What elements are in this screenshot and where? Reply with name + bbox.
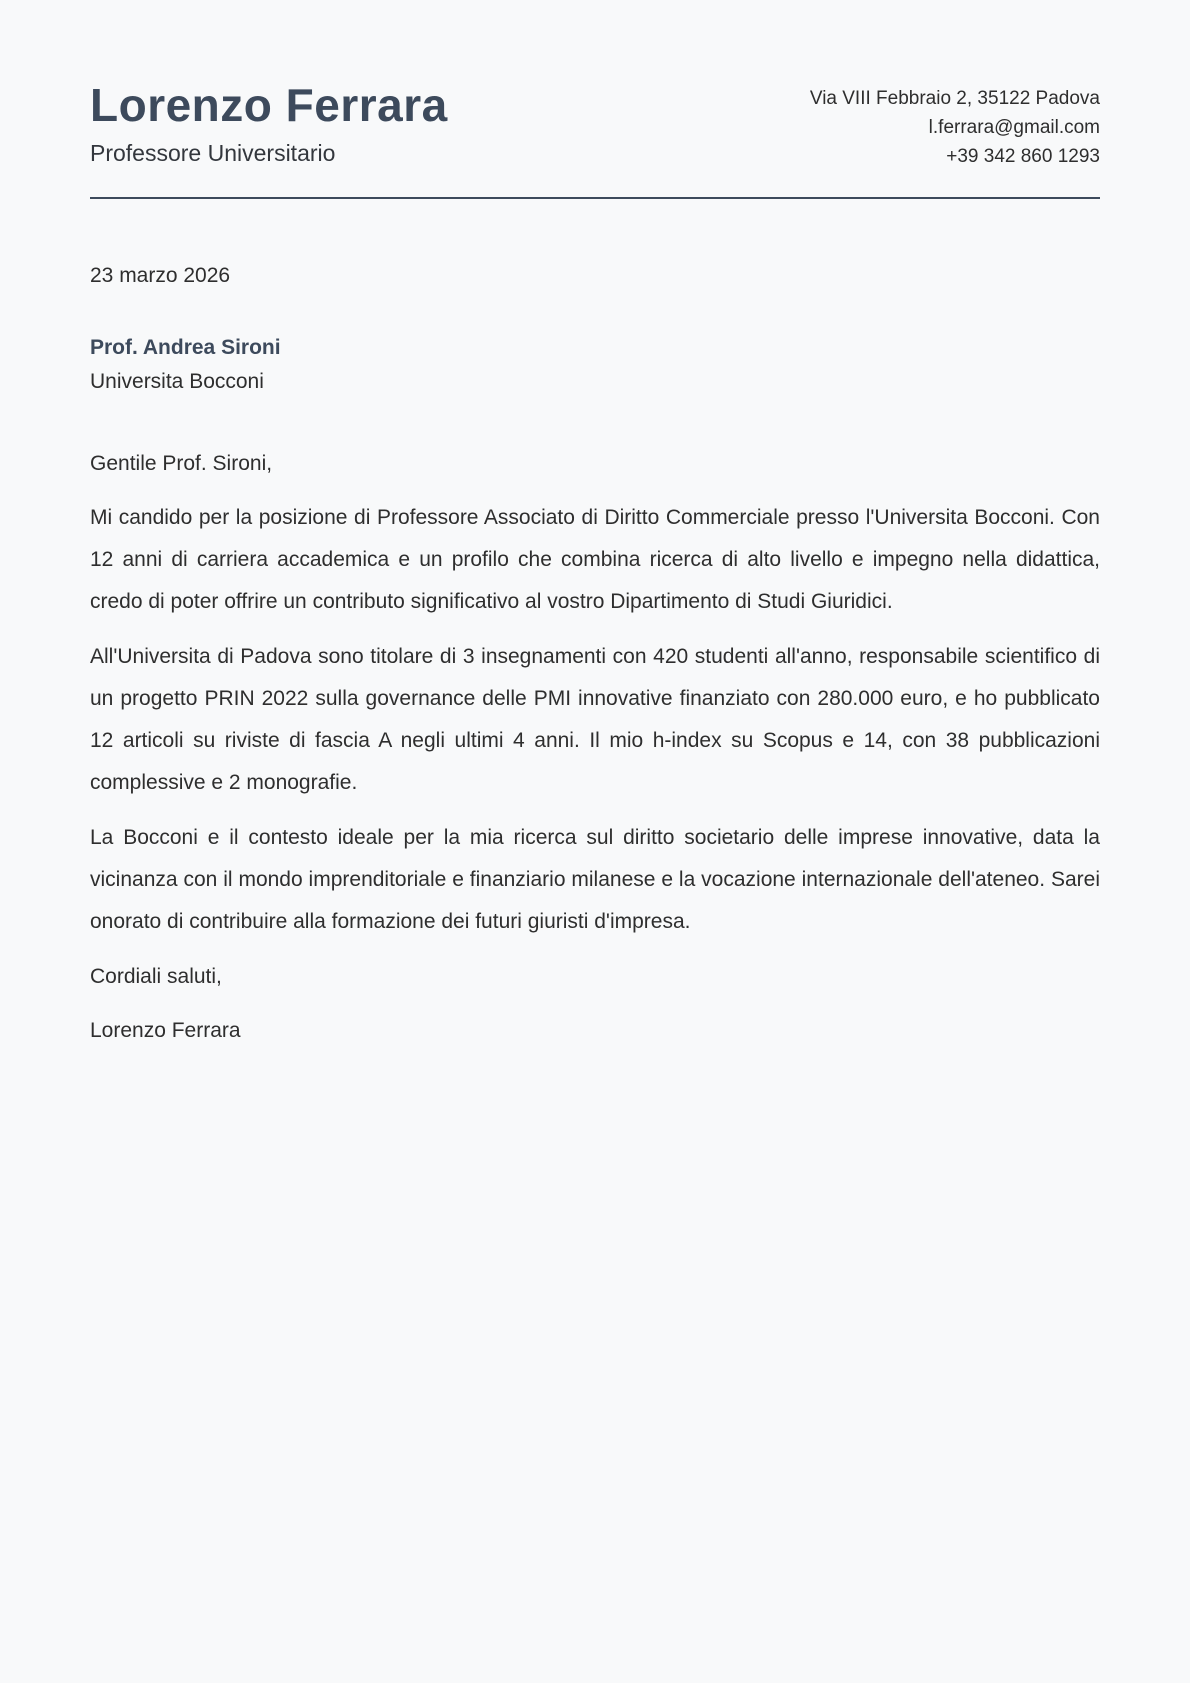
- recipient-name: Prof. Andrea Sironi: [90, 336, 281, 359]
- contact-address: Via VIII Febbraio 2, 35122 Padova: [809, 88, 1100, 109]
- body-paragraph: Mi candido per la posizione di Professore Associato di Diritto Commerciale presso l'Universita Bocconi. Con 12 anni di carriera accademica e un profilo che combina ricerca di alto livello e impegno nella didattica, credo di poter offrire un contributo significativo al vostro Dipartimento di Studi Giuridici.: [90, 506, 1100, 613]
- contact-block: [810, 80, 1100, 171]
- signature: Lorenzo Ferrara: [90, 1019, 241, 1042]
- letter-body: [90, 255, 1100, 1052]
- recipient-organization: Universita Bocconi: [90, 370, 264, 393]
- contact-email: l.ferrara@gmail.com: [928, 117, 1100, 138]
- letter-date: 23 marzo 2026: [90, 264, 231, 287]
- header-divider: [90, 197, 1100, 199]
- body-paragraph: La Bocconi e il contesto ideale per la mia ricerca sul diritto societario delle imprese innovative, data la vicinanza con il mondo imprenditoriale e finanziario milanese e la vocazione internazionale dell'ateneo. Sarei onorato di contribuire alla formazione dei futuri giuristi d'impresa.: [90, 826, 1100, 933]
- body-paragraph: All'Universita di Padova sono titolare di 3 insegnamenti con 420 studenti all'anno, responsabile scientifico di un progetto PRIN 2022 sulla governance delle PMI innovative finanziato con 280.000 euro, e ho pubblicato 12 articoli su riviste di fascia A negli ultimi 4 anni. Il mio h-index su Scopus e 14, con 38 pubblicazioni complessive e 2 monografie.: [90, 645, 1100, 794]
- letter-header: [90, 80, 1100, 171]
- sender-job-title: Professore Universitario: [90, 139, 336, 166]
- sender-identity: [90, 80, 448, 167]
- salutation: Gentile Prof. Sironi,: [90, 452, 273, 475]
- contact-phone: +39 342 860 1293: [946, 146, 1100, 167]
- closing: Cordiali saluti,: [90, 965, 222, 988]
- sender-name: Lorenzo Ferrara: [90, 79, 448, 131]
